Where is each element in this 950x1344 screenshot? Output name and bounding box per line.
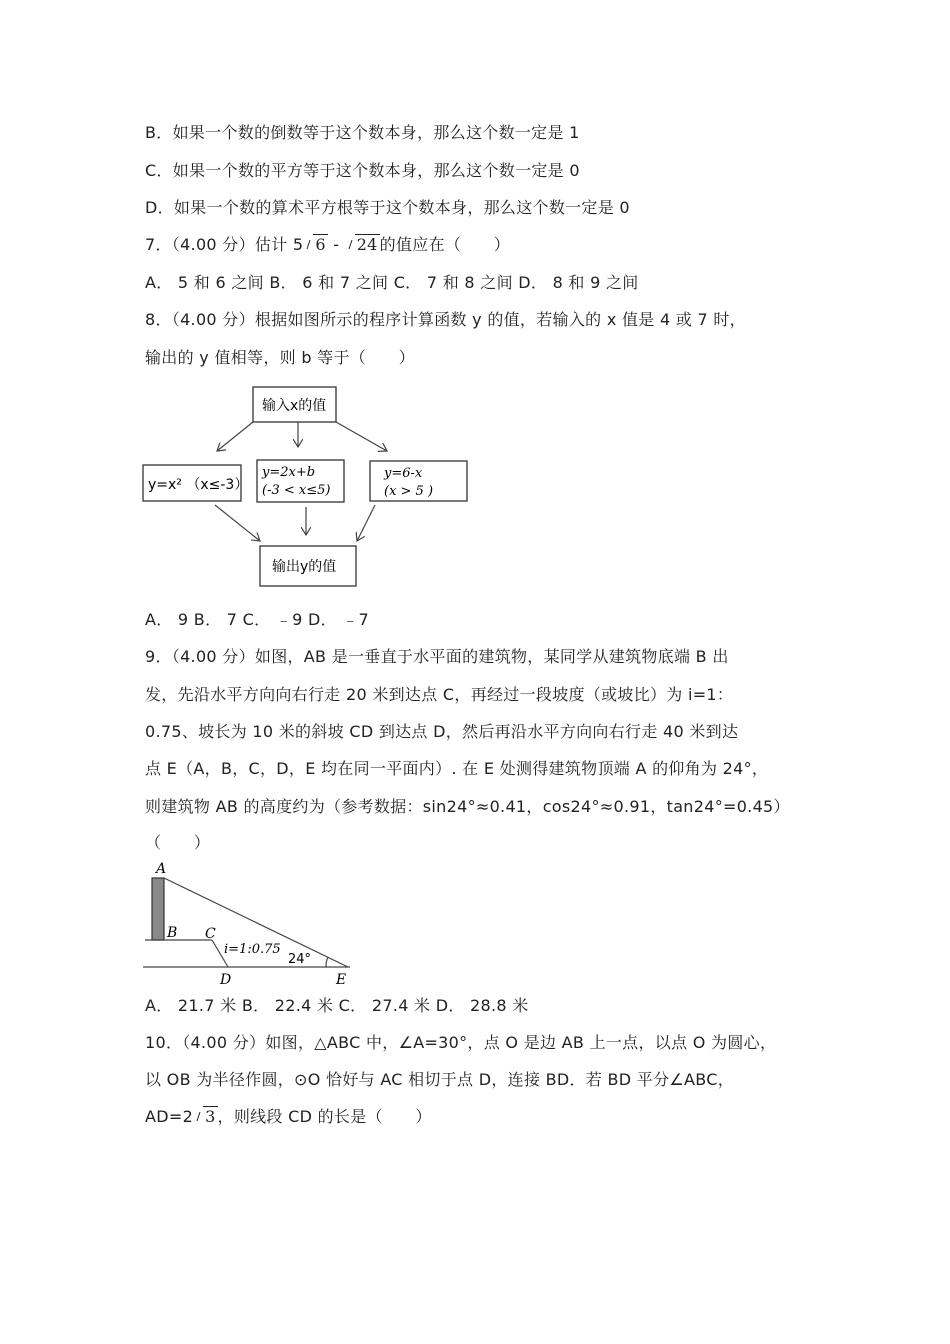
arrow-from-case3 [357, 505, 375, 541]
q9-options: A． 21.7 米 B． 22.4 米 C． 27.4 米 D． 28.8 米 [145, 996, 529, 1015]
angle-arc-e [326, 957, 328, 967]
arrow-to-case3 [336, 422, 387, 451]
arrow-to-case1 [217, 422, 253, 451]
q9-stem-line5: 则建筑物 AB 的高度约为（参考数据：sin24°≈0.41，cos24°≈0.91，tan24°=0.45） [145, 797, 790, 816]
label-c: C [205, 926, 216, 942]
q9-stem-line2: 发，先沿水平方向向右行走 20 米到达点 C，再经过一段坡度（或坡比）为 i=1： [145, 685, 734, 704]
q6-option-b: B．如果一个数的倒数等于这个数本身，那么这个数一定是 1 [145, 123, 580, 142]
q7-prefix: 7．（4.00 分）估计 5 [145, 235, 304, 254]
q7-suffix: 的值应在（ ） [379, 235, 511, 254]
q8-options: A． 9 B． 7 C． ﹣9 D． ﹣7 [145, 610, 370, 629]
label-a: A [156, 861, 167, 877]
sqrt-3 [194, 1106, 217, 1128]
q7-options: A． 5 和 6 之间 B． 6 和 7 之间 C． 7 和 8 之间 D． 8 和 9 之间 [145, 273, 639, 292]
flowchart-figure [140, 383, 475, 593]
case3-label-2: (x > 5 ) [384, 484, 434, 499]
q10-stem-line2: 以 OB 为半径作圆，⊙O 恰好与 AC 相切于点 D，连接 BD．若 BD 平分∠ABC， [145, 1070, 735, 1089]
sqrt-6-radicand: 6 [315, 235, 326, 254]
arrow-from-case1 [215, 505, 260, 541]
case3-label-1: y=6-x [384, 466, 423, 481]
label-e: E [336, 972, 347, 988]
case2-label-2: (-3 < x≤5) [262, 483, 331, 498]
q7-stem [145, 234, 510, 256]
q9-stem-line4: 点 E（A，B，C，D，E 均在同一平面内）. 在 E 处测得建筑物顶端 A 的仰角为 24°， [145, 759, 769, 778]
case2-label-1: y=2x+b [262, 465, 316, 480]
q10-stem-line3 [145, 1106, 432, 1128]
label-b: B [167, 925, 178, 941]
q10-suffix: ，则线段 CD 的长是（ ） [217, 1107, 432, 1126]
angle-label: 24° [288, 952, 312, 967]
output-label: 输出y的值 [272, 559, 337, 575]
building-slope-figure [140, 858, 360, 988]
slope-label: i=1:0.75 [224, 942, 281, 957]
label-d: D [220, 972, 232, 988]
input-label: 输入x的值 [262, 398, 327, 414]
sqrt-24-radicand: 24 [356, 235, 378, 254]
building-ab [152, 878, 164, 940]
q6-option-d: D．如果一个数的算术平方根等于这个数本身，那么这个数一定是 0 [145, 198, 630, 217]
q10-stem-line1: 10．（4.00 分）如图，△ABC 中，∠A=30°，点 O 是边 AB 上一点，以点 O 为圆心， [145, 1033, 777, 1052]
q7-minus: - [327, 235, 345, 254]
q8-stem-line1: 8．（4.00 分）根据如图所示的程序计算函数 y 的值，若输入的 x 值是 4 或 7 时， [145, 310, 746, 329]
q6-option-c: C．如果一个数的平方等于这个数本身，那么这个数一定是 0 [145, 161, 580, 180]
q8-stem-line2: 输出的 y 值相等，则 b 等于（ ） [145, 348, 415, 367]
sqrt-24 [346, 234, 380, 256]
q9-stem-line6: （ ） [145, 833, 211, 852]
q9-stem-line1: 9．（4.00 分）如图，AB 是一垂直于水平面的建筑物，某同学从建筑物底端 B 出 [145, 647, 729, 666]
q10-prefix: AD=2 [145, 1107, 194, 1126]
case1-label: y=x² （x≤-3） [148, 477, 249, 493]
sqrt-6 [304, 234, 327, 256]
sqrt-3-radicand: 3 [205, 1107, 216, 1126]
q9-stem-line3: 0.75、坡长为 10 米的斜坡 CD 到达点 D，然后再沿水平方向向右行走 40 米到达 [145, 722, 739, 741]
